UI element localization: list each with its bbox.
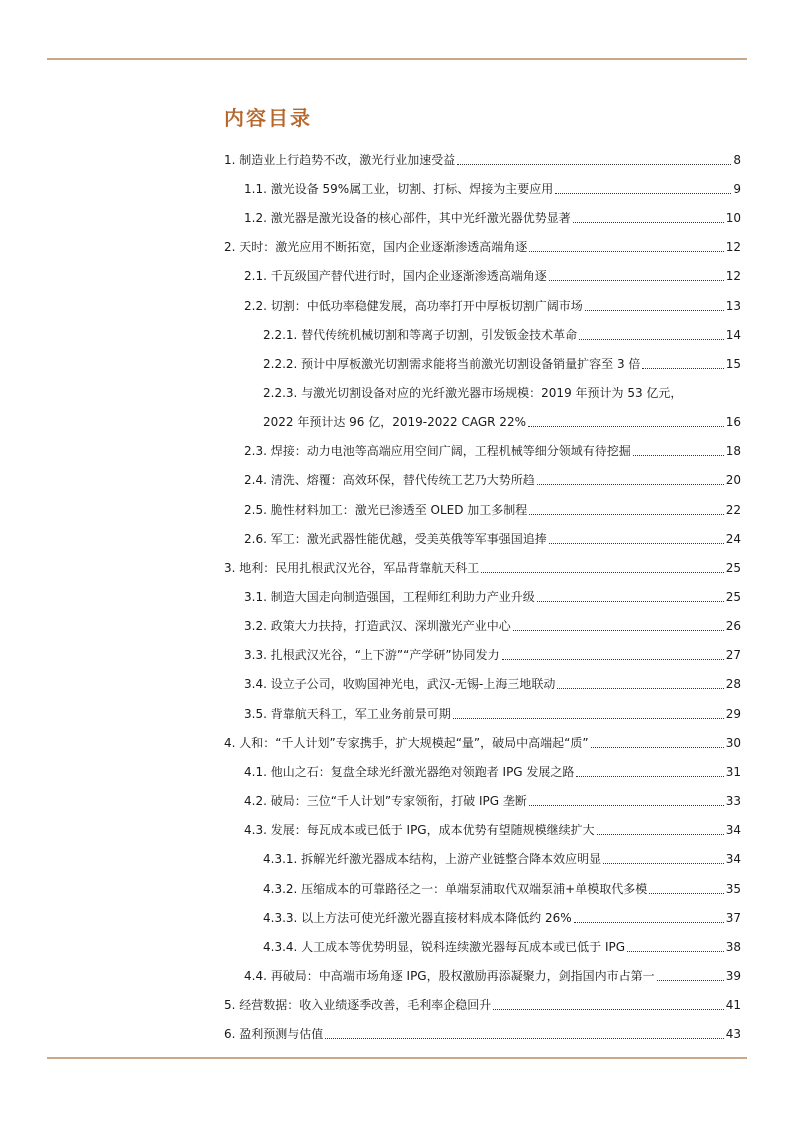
leader-dots	[576, 776, 723, 777]
toc-entry-text: 4.1. 他山之石：复盘全球光纤激光器绝对领跑者 IPG 发展之路	[244, 765, 575, 779]
toc-entry-text: 3.3. 扎根武汉光谷，“上下游”“产学研”协同发力	[244, 648, 500, 662]
toc-entry-page: 38	[725, 940, 741, 954]
toc-entry-page: 9	[733, 182, 741, 196]
toc-entry-4-4[interactable]	[244, 964, 741, 984]
leader-dots	[481, 572, 723, 573]
toc-entry-3-5[interactable]	[244, 702, 741, 722]
leader-dots	[585, 310, 724, 311]
toc-entry-text: 4.3.3. 以上方法可使光纤激光器直接材料成本降低约 26%	[263, 911, 572, 925]
toc-entry-page: 25	[725, 590, 741, 604]
toc-entry-1-1[interactable]	[244, 177, 741, 197]
toc-entry-2-2-2[interactable]	[263, 352, 741, 372]
toc-entry-page: 31	[725, 765, 741, 779]
toc-entry-4-3-4[interactable]	[263, 935, 741, 955]
leader-dots	[529, 805, 724, 806]
toc-entry-text: 1.1. 激光设备 59%属工业，切割、打标、焊接为主要应用	[244, 182, 554, 196]
toc-entry-page: 13	[725, 299, 741, 313]
leader-dots	[502, 659, 724, 660]
toc-entry-2-2[interactable]	[244, 294, 741, 314]
toc-entry-5[interactable]	[224, 993, 741, 1013]
toc-entry-4-3-1[interactable]	[263, 847, 741, 867]
toc-entry-text: 3.5. 背靠航天科工，军工业务前景可期	[244, 707, 451, 721]
toc-entry-text: 4.3.2. 压缩成本的可靠路径之一：单端泵浦取代双端泵浦+单模取代多模	[263, 882, 648, 896]
toc-entry-3-3[interactable]	[244, 643, 741, 663]
toc-entry-page: 14	[725, 328, 741, 342]
toc-entry-text: 2.2.1. 替代传统机械切割和等离子切割，引发钣金技术革命	[263, 328, 578, 342]
toc-entry-2-2-3-line1[interactable]	[263, 381, 682, 401]
toc-entry-text: 1.2. 激光器是激光设备的核心部件，其中光纤激光器优势显著	[244, 211, 571, 225]
toc-entry-4-1[interactable]	[244, 760, 741, 780]
leader-dots	[453, 718, 724, 719]
toc-entry-3-2[interactable]	[244, 614, 741, 634]
toc-entry-page: 16	[725, 415, 741, 429]
toc-entry-4[interactable]	[224, 731, 741, 751]
leader-dots	[493, 1009, 723, 1010]
toc-entry-text: 2.2. 切割：中低功率稳健发展，高功率打开中厚板切割广阔市场	[244, 299, 583, 313]
footer-rule	[47, 1057, 747, 1059]
toc-entry-2-2-3-line2[interactable]	[263, 410, 741, 430]
leader-dots	[537, 484, 724, 485]
toc-entry-page: 28	[725, 677, 741, 691]
toc-entry-text: 2.2.2. 预计中厚板激光切割需求能将当前激光切割设备销量扩容至 3 倍	[263, 357, 641, 371]
toc-entry-page: 22	[725, 503, 741, 517]
leader-dots	[549, 280, 724, 281]
toc-entry-3-1[interactable]	[244, 585, 741, 605]
toc-entry-text: 4.3. 发展：每瓦成本或已低于 IPG，成本优势有望随规模继续扩大	[244, 823, 595, 837]
toc-entry-text: 6. 盈利预测与估值	[224, 1027, 324, 1041]
leader-dots	[325, 1038, 723, 1039]
toc-entry-page: 39	[725, 969, 741, 983]
leader-dots	[555, 193, 731, 194]
toc-entry-2-5[interactable]	[244, 498, 741, 518]
toc-entry-page: 10	[725, 211, 741, 225]
leader-dots	[649, 893, 723, 894]
leader-dots	[597, 834, 724, 835]
toc-entry-page: 33	[725, 794, 741, 808]
leader-dots	[627, 951, 724, 952]
toc-entry-1[interactable]	[224, 148, 741, 168]
toc-entry-2-4[interactable]	[244, 468, 741, 488]
leader-dots	[574, 922, 724, 923]
toc-entry-page: 34	[725, 823, 741, 837]
toc-entry-text: 2.5. 脆性材料加工：激光已渗透至 OLED 加工多制程	[244, 503, 528, 517]
toc-entry-text: 2.2.3. 与激光切割设备对应的光纤激光器市场规模：2019 年预计为 53 亿元，	[263, 386, 683, 400]
toc-entry-text: 1. 制造业上行趋势不改，激光行业加速受益	[224, 153, 456, 167]
toc-entry-6[interactable]	[224, 1022, 741, 1042]
toc-entry-text: 2.1. 千瓦级国产替代进行时，国内企业逐渐渗透高端角逐	[244, 269, 547, 283]
toc-entry-2-3[interactable]	[244, 439, 741, 459]
toc-entry-page: 27	[725, 648, 741, 662]
toc-entry-page: 35	[725, 882, 741, 896]
leader-dots	[591, 747, 724, 748]
toc-entry-4-2[interactable]	[244, 789, 741, 809]
toc-entry-2-1[interactable]	[244, 264, 741, 284]
toc-entry-2-2-1[interactable]	[263, 323, 741, 343]
leader-dots	[529, 514, 723, 515]
toc-entry-text: 2. 天时：激光应用不断拓宽，国内企业逐渐渗透高端角逐	[224, 240, 528, 254]
toc-entry-page: 20	[725, 473, 741, 487]
toc-entry-4-3-3[interactable]	[263, 906, 741, 926]
leader-dots	[529, 251, 723, 252]
toc-entry-2[interactable]	[224, 235, 741, 255]
toc-entry-text: 3.2. 政策大力扶持，打造武汉、深圳激光产业中心	[244, 619, 511, 633]
toc-entry-page: 34	[725, 852, 741, 866]
toc-entry-text: 5. 经营数据：收入业绩逐季改善，毛利率企稳回升	[224, 998, 492, 1012]
toc-entry-text: 3. 地利：民用扎根武汉光谷，军品背靠航天科工	[224, 561, 480, 575]
toc-entry-page: 25	[725, 561, 741, 575]
toc-entry-2-6[interactable]	[244, 527, 741, 547]
toc-entry-page: 18	[725, 444, 741, 458]
toc-entry-text: 4.2. 破局：三位“千人计划”专家领衔，打破 IPG 垄断	[244, 794, 527, 808]
toc-entry-text: 2.3. 焊接：动力电池等高端应用空间广阔，工程机械等细分领域有待挖掘	[244, 444, 631, 458]
leader-dots	[603, 863, 724, 864]
leader-dots	[657, 980, 724, 981]
toc-entry-page: 43	[725, 1027, 741, 1041]
toc-entry-page: 12	[725, 269, 741, 283]
toc-entry-text: 4.3.4. 人工成本等优势明显，锐科连续激光器每瓦成本或已低于 IPG	[263, 940, 626, 954]
toc-entry-page: 24	[725, 532, 741, 546]
toc-entry-text: 4.3.1. 拆解光纤激光器成本结构，上游产业链整合降本效应明显	[263, 852, 602, 866]
toc-entry-page: 26	[725, 619, 741, 633]
leader-dots	[457, 164, 731, 165]
toc-entry-page: 15	[725, 357, 741, 371]
leader-dots	[513, 630, 724, 631]
leader-dots	[557, 688, 723, 689]
page-title: 内容目录	[224, 106, 312, 130]
leader-dots	[528, 426, 724, 427]
toc-entry-text: 2.4. 清洗、熔覆：高效环保，替代传统工艺乃大势所趋	[244, 473, 535, 487]
toc-entry-3[interactable]	[224, 556, 741, 576]
leader-dots	[642, 368, 723, 369]
toc-entry-4-3[interactable]	[244, 818, 741, 838]
leader-dots	[537, 601, 724, 602]
leader-dots	[549, 543, 724, 544]
toc-entry-text: 4.4. 再破局：中高端市场角逐 IPG，股权激励再添凝聚力，剑指国内市占第一	[244, 969, 655, 983]
toc-entry-page: 12	[725, 240, 741, 254]
leader-dots	[579, 339, 724, 340]
toc-entry-page: 30	[725, 736, 741, 750]
toc-entry-page: 29	[725, 707, 741, 721]
toc-entry-4-3-2[interactable]	[263, 877, 741, 897]
toc-entry-text: 2.6. 军工：激光武器性能优越，受美英俄等军事强国追捧	[244, 532, 547, 546]
toc-entry-page: 37	[725, 911, 741, 925]
toc-entry-3-4[interactable]	[244, 672, 741, 692]
leader-dots	[573, 222, 724, 223]
toc-entry-text: 4. 人和：“千人计划”专家携手，扩大规模起“量”，破局中高端起“质”	[224, 736, 589, 750]
toc-entry-page: 41	[725, 998, 741, 1012]
toc-entry-text: 2022 年预计达 96 亿，2019-2022 CAGR 22%	[263, 415, 526, 429]
toc-entry-1-2[interactable]	[244, 206, 741, 226]
leader-dots	[633, 455, 724, 456]
toc-entry-text: 3.1. 制造大国走向制造强国，工程师红利助力产业升级	[244, 590, 535, 604]
toc-entry-text: 3.4. 设立子公司，收购国神光电，武汉-无锡-上海三地联动	[244, 677, 556, 691]
toc-entry-page: 8	[733, 153, 741, 167]
